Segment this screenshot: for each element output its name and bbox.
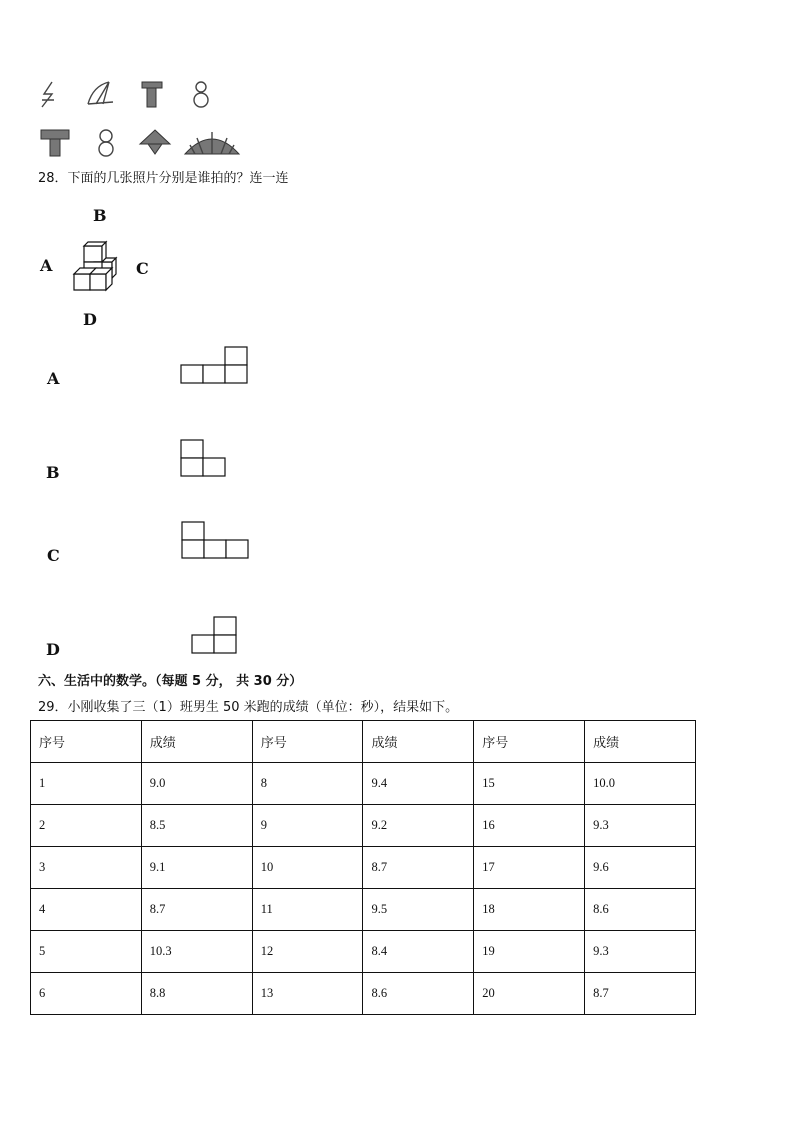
table-row	[31, 805, 696, 847]
table-cell: 20	[474, 973, 585, 1015]
header-cell: 成绩	[363, 721, 474, 763]
pos-label-right: C	[136, 259, 149, 278]
view-c-shape	[181, 521, 251, 561]
table-cell: 8.7	[141, 889, 252, 931]
table-cell: 8	[252, 763, 363, 805]
header-cell: 成绩	[141, 721, 252, 763]
table-cell: 16	[474, 805, 585, 847]
table-cell: 9.5	[363, 889, 474, 931]
table-cell: 9	[252, 805, 363, 847]
cube-stack-figure	[72, 240, 122, 295]
table-cell: 1	[31, 763, 142, 805]
table-row	[31, 763, 696, 805]
table-cell: 10.0	[585, 763, 696, 805]
table-cell: 10	[252, 847, 363, 889]
grades-table	[30, 720, 696, 1015]
table-cell: 8.7	[363, 847, 474, 889]
table-cell: 18	[474, 889, 585, 931]
q28-text: 28．下面的几张照片分别是谁拍的？连一连	[38, 171, 289, 186]
table-cell: 17	[474, 847, 585, 889]
view-d-shape	[191, 616, 241, 656]
table-cell: 9.3	[585, 805, 696, 847]
view-a-shape	[180, 346, 250, 386]
table-cell: 8.6	[585, 889, 696, 931]
lightning-sketch-icon	[38, 80, 62, 110]
table-cell: 6	[31, 973, 142, 1015]
table-row	[31, 931, 696, 973]
table-header-row	[31, 721, 696, 763]
table-cell: 9.2	[363, 805, 474, 847]
table-cell: 10.3	[141, 931, 252, 973]
table-cell: 8.7	[585, 973, 696, 1015]
table-cell: 2	[31, 805, 142, 847]
umbrella-open-sketch-icon	[183, 130, 241, 158]
header-cell: 序号	[252, 721, 363, 763]
pos-label-top: B	[93, 206, 107, 225]
header-cell: 序号	[474, 721, 585, 763]
section6-title: 六、生活中的数学。（每题 5 分， 共 30 分）	[38, 674, 303, 689]
table-cell: 19	[474, 931, 585, 973]
table-row	[31, 889, 696, 931]
t-table-sketch-icon	[40, 128, 72, 158]
header-cell: 序号	[31, 721, 142, 763]
table-row	[31, 847, 696, 889]
pyramid-sketch-icon	[138, 128, 172, 158]
table-cell: 9.1	[141, 847, 252, 889]
table-cell: 3	[31, 847, 142, 889]
t-block-sketch-icon	[140, 80, 164, 110]
table-cell: 8.6	[363, 973, 474, 1015]
header-cell: 成绩	[585, 721, 696, 763]
table-row	[31, 973, 696, 1015]
table-cell: 8.5	[141, 805, 252, 847]
pos-label-bottom: D	[83, 310, 97, 329]
table-cell: 9.0	[141, 763, 252, 805]
table-cell: 8.8	[141, 973, 252, 1015]
table-cell: 9.6	[585, 847, 696, 889]
snowman-sketch-icon	[94, 128, 118, 158]
view-b-shape	[180, 439, 230, 479]
table-cell: 9.3	[585, 931, 696, 973]
view-label-c: C	[47, 546, 60, 565]
view-label-a: A	[47, 369, 60, 388]
table-cell: 5	[31, 931, 142, 973]
view-label-d: D	[46, 640, 60, 659]
snowman-side-sketch-icon	[193, 80, 209, 110]
umbrella-sketch-icon	[85, 80, 115, 108]
table-cell: 13	[252, 973, 363, 1015]
view-label-b: B	[46, 463, 60, 482]
table-cell: 4	[31, 889, 142, 931]
table-cell: 15	[474, 763, 585, 805]
q29-text: 29．小刚收集了三（1）班男生 50 米跑的成绩（单位：秒），结果如下。	[38, 700, 459, 715]
table-cell: 8.4	[363, 931, 474, 973]
table-cell: 9.4	[363, 763, 474, 805]
table-cell: 11	[252, 889, 363, 931]
pos-label-left: A	[40, 256, 53, 275]
table-cell: 12	[252, 931, 363, 973]
